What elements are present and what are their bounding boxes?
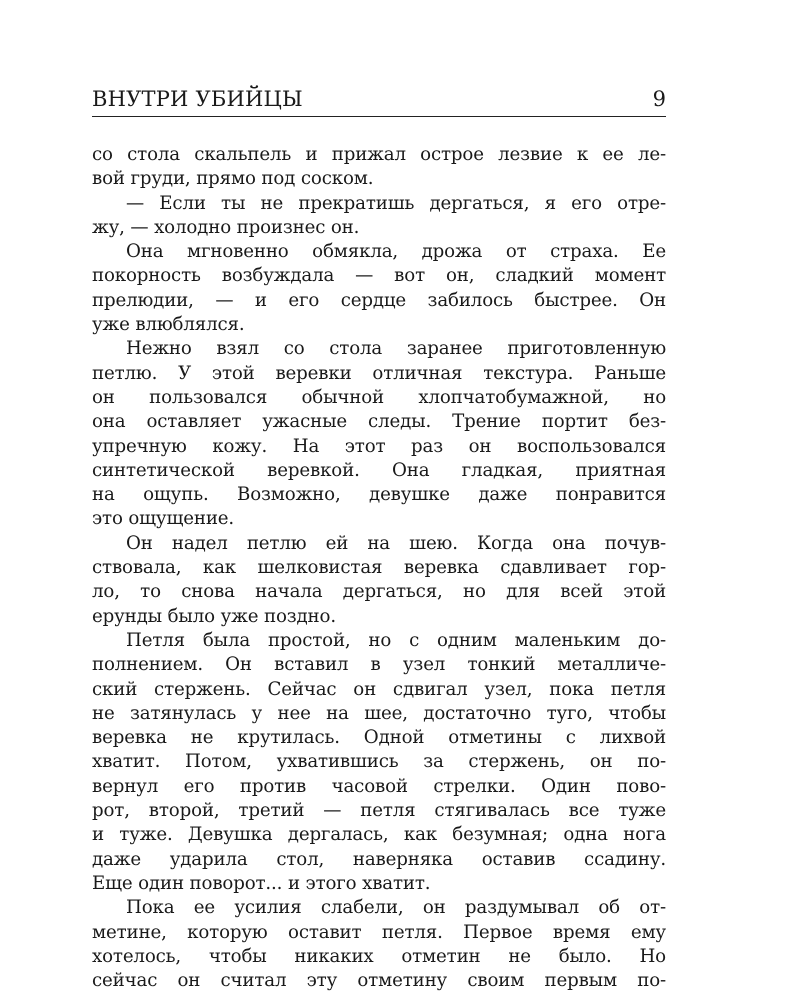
text-line: сейчас он считал эту отметину своим первым по- bbox=[92, 970, 666, 992]
text-line: веревка не крутилась. Одной отметины с лихвой bbox=[92, 727, 666, 749]
text-line: Он надел петлю ей на шею. Когда она почув- bbox=[126, 532, 666, 554]
text-line: даже ударила стол, наверняка оставив ссадину. bbox=[92, 848, 666, 870]
text-line: он пользовался обычной хлопчатобумажной, но bbox=[92, 386, 666, 408]
text-line: Нежно взял со стола заранее приготовленную bbox=[126, 338, 666, 360]
text-line: ствовала, как шелковистая веревка сдавливает гор- bbox=[92, 557, 666, 579]
text-line: хотелось, чтобы никаких отметин не было. Но bbox=[92, 945, 666, 967]
text-line: это ощущение. bbox=[92, 508, 235, 530]
text-line: полнением. Он вставил в узел тонкий металличе- bbox=[92, 654, 666, 676]
text-line: синтетической веревкой. Она гладкая, приятная bbox=[92, 459, 666, 481]
text-line: прелюдии, — и его сердце забилось быстрее. Он bbox=[92, 289, 666, 311]
running-head bbox=[92, 86, 666, 117]
text-line: не затянулась у нее на шее, достаточно туго, чтобы bbox=[92, 702, 666, 724]
text-line: ерунды было уже поздно. bbox=[92, 605, 336, 627]
page-number: 9 bbox=[652, 87, 666, 111]
text-line: Она мгновенно обмякла, дрожа от страха. Ее bbox=[126, 241, 666, 263]
text-line: упречную кожу. На этот раз он воспользовался bbox=[92, 435, 666, 457]
text-line: уже влюблялся. bbox=[92, 314, 245, 336]
text-line: Пока ее усилия слабели, он раздумывал об от- bbox=[126, 897, 666, 919]
text-line: она оставляет ужасные следы. Трение портит без- bbox=[92, 411, 666, 433]
book-page bbox=[92, 0, 666, 1000]
text-line: хватит. Потом, ухватившись за стержень, он по- bbox=[92, 751, 666, 773]
running-title: ВНУТРИ УБИЙЦЫ bbox=[92, 87, 303, 111]
text-line: петлю. У этой веревки отличная текстура. Раньше bbox=[92, 362, 666, 384]
text-line: рот, второй, третий — петля стягивалась все туже bbox=[92, 800, 666, 822]
text-line: Петля была простой, но с одним маленьким до- bbox=[126, 629, 666, 651]
text-line: ло, то снова начала дергаться, но для всей этой bbox=[92, 581, 666, 603]
text-line: метине, которую оставит петля. Первое время ему bbox=[92, 921, 666, 943]
text-line: ский стержень. Сейчас он сдвигал узел, пока петля bbox=[92, 678, 666, 700]
text-line: жу, — холодно произнес он. bbox=[92, 216, 360, 238]
text-line: — Если ты не прекратишь дергаться, я его отре- bbox=[126, 192, 666, 214]
text-line: покорность возбуждала — вот он, сладкий момент bbox=[92, 265, 666, 287]
text-line: со стола скальпель и прижал острое лезвие к ее ле- bbox=[92, 144, 666, 165]
text-line: Еще один поворот... и этого хватит. bbox=[92, 872, 431, 894]
body-text bbox=[92, 143, 666, 993]
text-line: на ощупь. Возможно, девушке даже понравится bbox=[92, 484, 666, 506]
text-line: и туже. Девушка дергалась, как безумная; одна нога bbox=[92, 824, 666, 846]
text-line: вой груди, прямо под соском. bbox=[92, 168, 374, 190]
text-line: вернул его против часовой стрелки. Один пово- bbox=[92, 775, 666, 797]
